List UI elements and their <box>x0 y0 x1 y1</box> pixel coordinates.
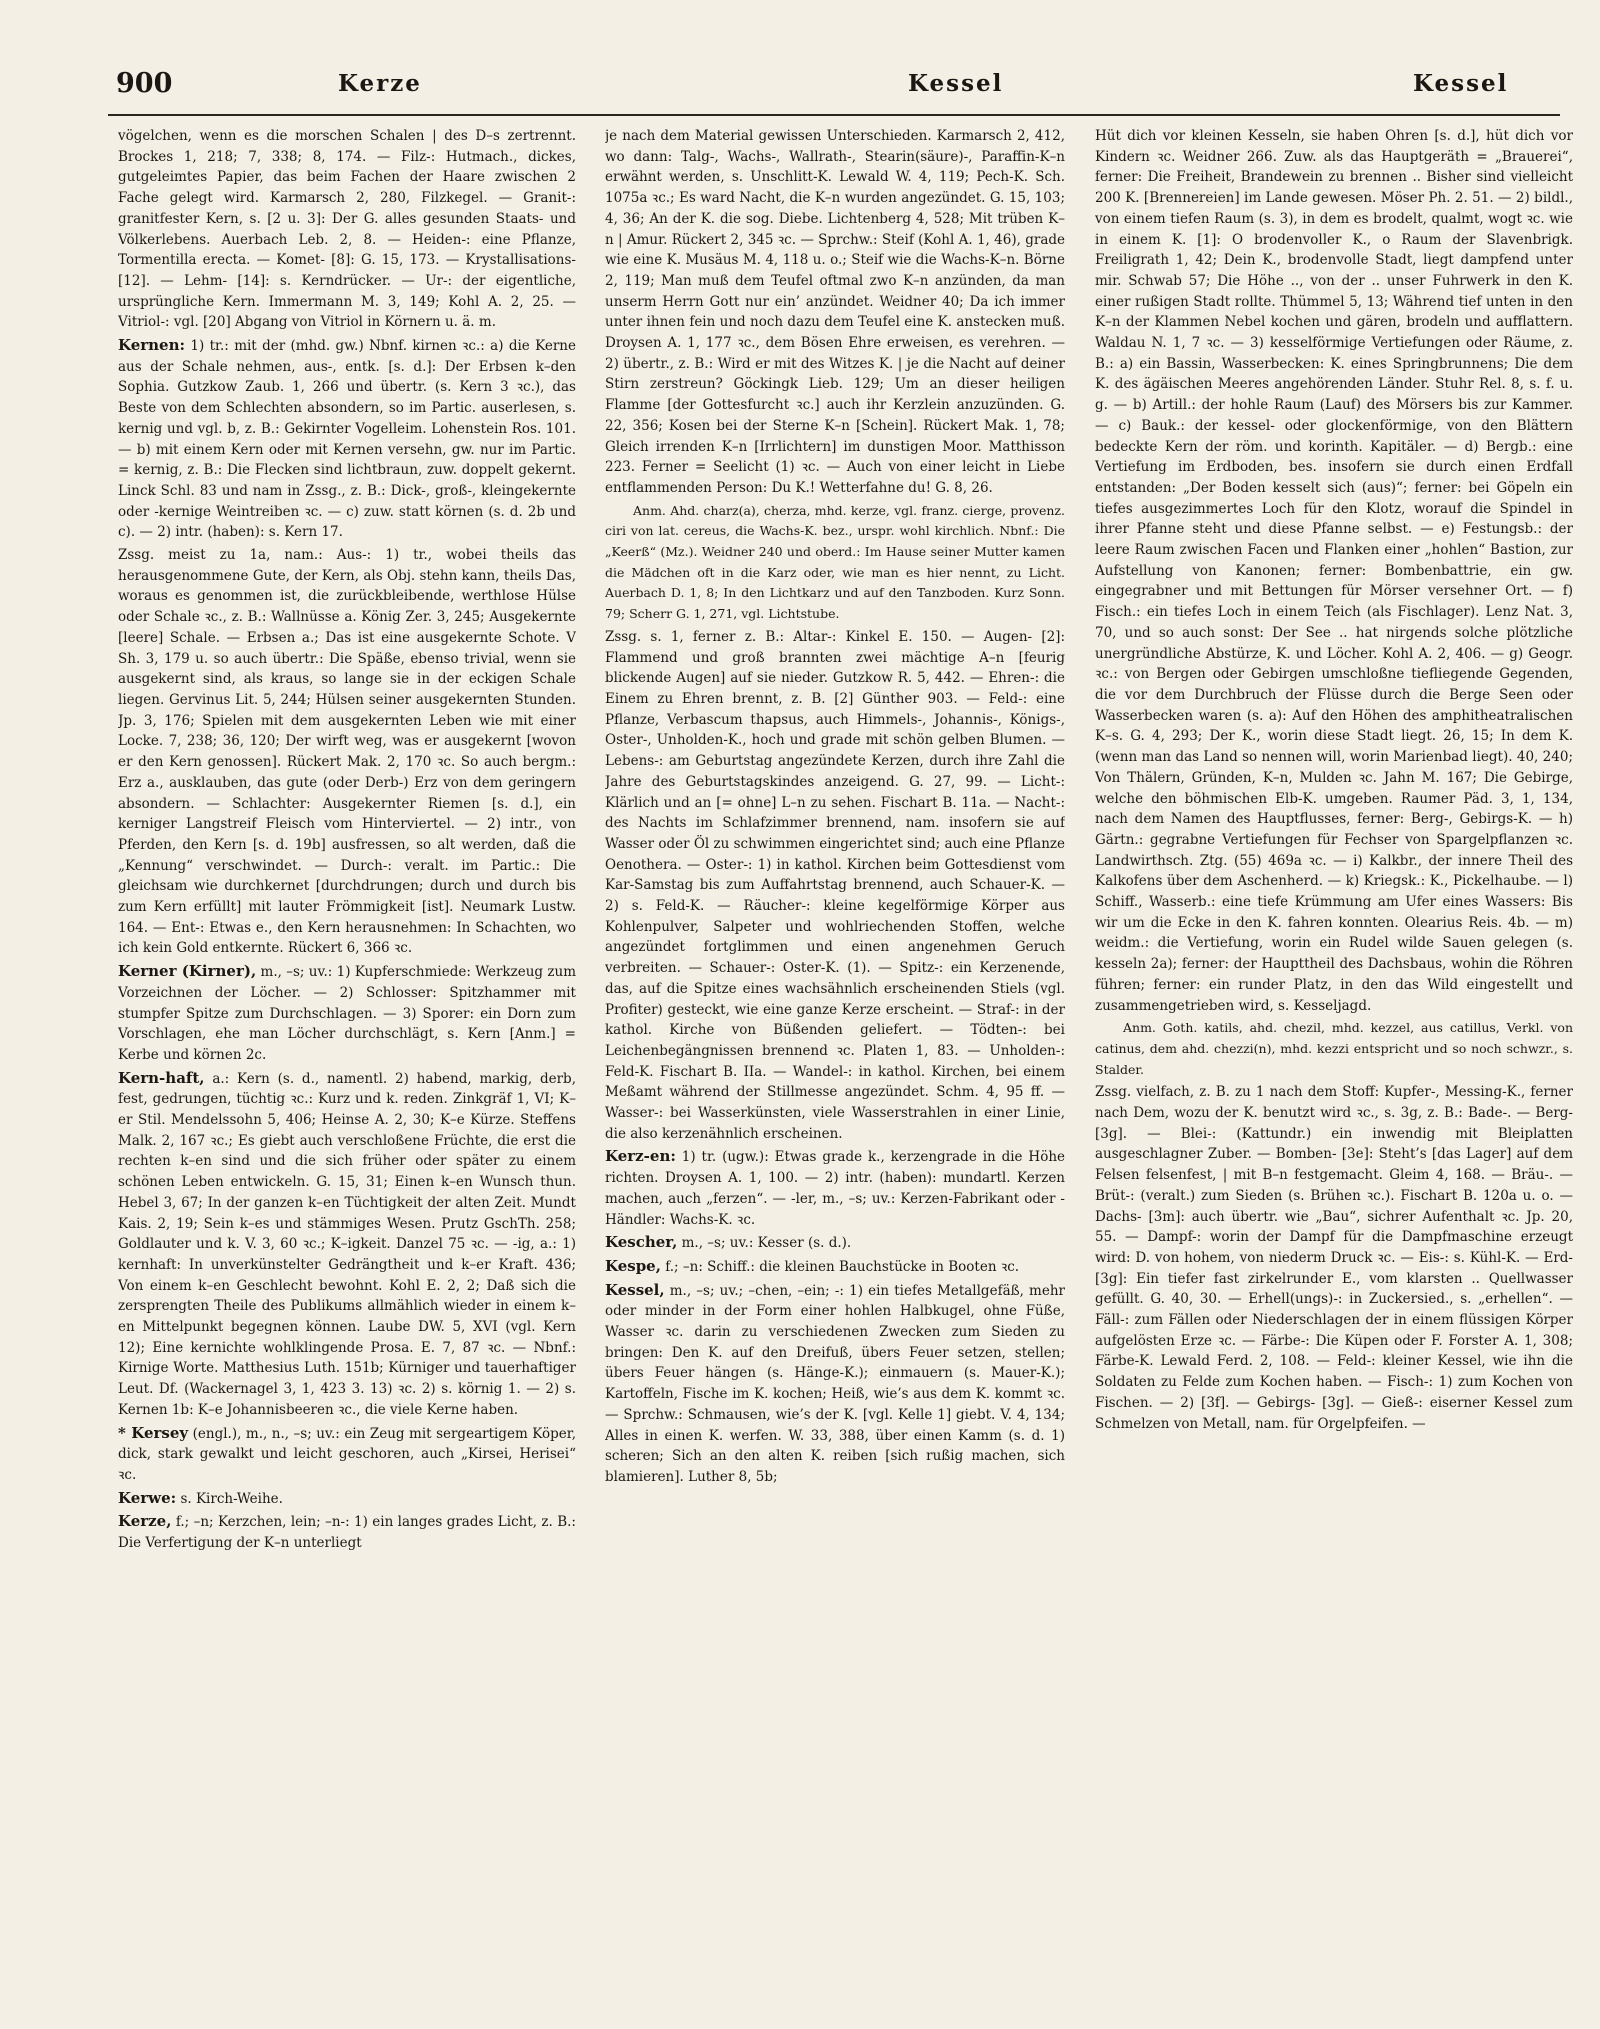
entry-text: a.: Kern (s. d., namentl. 2) habend, markig, derb, fest, gedrungen, tüchtig ꝛc.: Kurz und k. reden. Zinkgräf 1, VI; K–er Stil. Mendelssohn 5, 406; Heinse A. 2, 30; K–e Kürze. Steffens Malk. 2, 167 ꝛc.; Es giebt auch verschloßene Früchte, die erst die rechten k–en sind und die sich früher oder später zu einem schönen Leben entwickeln. G. 15, 31; Einen k–en Wunsch thun. Hebel 3, 67; In der ganzen k–en Tüchtigkeit der alten Zeit. Mundt Kais. 2, 19; Sein k–es und stämmiges Wesen. Prutz GschTh. 258; Goldlauter und k. V. 3, 60 ꝛc.; K–igkeit. Danzel 75 ꝛc. — -ig, a.: 1) kernhaft: In unverkünstelter Gedrängtheit und k–er Kraft. 436; Von einem k–en Geschlecht bewohnt. Kohl E. 2, 2; Daß sich die zersprengten Theile des Publikums allmählich wieder in einem k–en Mittelpunkt begegnen können. Laube DW. 5, XVI (vgl. Kern 12); Eine kernichte wohlklingende Prosa. E. 7, 87 ꝛc. — Nbnf.: Kirnige Worte. Matthesius Luth. 151b; Kürniger und tauerhaftiger Leut. Df. (Wackernagel 3, 1, 423 3. 13) ꝛc. 2) s. körnig 1. — 2) s. Kernen 1b: K–e Johannisbeeren ꝛc., die viele Kerne haben. <box>118 1070 576 1418</box>
column-1 <box>118 126 576 2006</box>
center-catchword: Kessel <box>908 70 1004 97</box>
entry-headword: Kessel, <box>605 1280 665 1299</box>
dictionary-entry <box>118 1488 576 1510</box>
annotation-paragraph <box>1095 1018 1573 1080</box>
entry-text: 1) tr. (ugw.): Etwas grade k., kerzengrade in die Höhe richten. Droysen A. 1, 100. — 2) intr. (haben): mundartl. Kerzen machen, auch „ferzen“. — -ler, m., –s; uv.: Kerzen-Fabrikant oder -Händler: Wachs-K. ꝛc. <box>605 1149 1065 1228</box>
entry-text: Hüt dich vor kleinen Kesseln, sie haben Ohren [s. d.], hüt dich vor Kindern ꝛc. Weidner 266. Zuw. als das Hauptgeräth = „Brauerei“, ferner: Die Freiheit, Brandewein zu brennen .. Bisher sind vielleicht 200 K. [Brennereien] im Lande gewesen. Möser Ph. 2. 51. — 2) bildl., von einem tiefen Raum (s. 3), in dem es brodelt, qualmt, wogt ꝛc. wie in einem K. [1]: O brodenvoller K., o Raum der Slavenbrigk. Freiligrath 1, 42; Dein K., brodenvolle Stadt, liegt dampfend unter mir. Schwab 57; Die Höhe .., von der .. unser Fuhrwerk in den K. einer rußigen Stadt rollte. Thümmel 5, 13; Während tief unten in den K–n der Klammen Nebel kochen und gären, brodeln und aufflattern. Waldau N. 1, 7 ꝛc. — 3) kesselförmige Vertiefungen oder Räume, z. B.: a) ein Bassin, Wasserbecken: K. eines Springbrunnens; Die dem K. des ägäischen Meeres angehörenden Länder. Stuhr Rel. 8, s. f. u. g. — b) Artill.: der hohle Raum (Lauf) des Mörsers bis zur Kammer. — c) Bauk.: der kessel- oder glockenförmige, von den Blättern bedeckte Kern der röm. und korinth. Kapitäler. — d) Bergb.: eine Vertiefung im Erdboden, bes. insofern sie durch einen Erdfall entstanden: „Der Boden kesselt sich (aus)“; ferner: bei Göpeln ein tiefes ausgezimmertes Loch für den Klotz, worauf die Spindel in ihrer Pfanne steht und diese Pfanne selbst. — e) Festungsb.: der leere Raum zwischen Facen und Flanken einer „hohlen“ Bastion, zur Aufstellung von Kanonen; ferner: Bombenbattrie, ein gw. eingegrabner und mit Bettungen für Mörser versehner Ort. — f) Fisch.: ein tiefes Loch in einem Teich (als Fischlager). Lenz Nat. 3, 70, und so auch sonst: Der See .. hat nirgends solche plötzliche unergründliche Abstürze, K. und Löcher. Kohl A. 2, 406. — g) Geogr. ꝛc.: von Bergen oder Gebirgen umschloßne tiefliegende Gegenden, die vor dem Durchbruch der Flüsse durch die Berge Seen oder Wasserbecken waren (s. a): Auf den Höhen des amphitheatralischen K–s. G. 4, 293; Der K., worin diese Stadt liegt. 26, 15; In dem K. (wenn man das Land so nennen will, worin Marienbad liegt). 40, 240; Von Thälern, Gründen, K–n, Mulden ꝛc. Jahn M. 167; Die Gebirge, welche den böhmischen Elb-K. umgeben. Raumer Päd. 3, 1, 134, nach dem Namen des Hauptflusses, ferner: Berg-, Gebirgs-K. — h) Gärtn.: gegrabne Vertiefungen für Fechser von Spargelpflanzen ꝛc. Landwirthsch. Ztg. (55) 469a ꝛc. — i) Kalkbr., der innere Theil des Kalkofens über dem Aschenherd. — k) Kriegsk.: K., Pickelhaube. — l) Schiff., Wasserb.: eine tiefe Krümmung am Ufer eines Wassers: Bis wir um die Ecke in den K. fahren konnten. Olearius Reis. 4b. — m) weidm.: die Vertiefung, worin ein Rudel wilde Sauen gelegen (s. kesseln 2a); ferner: der Haupttheil des Dachsbaus, wohin die Röhren führen; ferner: ein runder Platz, in den das Wild eingestellt und zusammengetrieben wird, s. Kesseljagd. <box>1095 128 1573 1014</box>
entry-continuation <box>118 545 576 959</box>
dictionary-entry <box>118 1423 576 1486</box>
column-3 <box>1095 126 1573 2006</box>
dictionary-entry <box>118 1068 576 1421</box>
dictionary-entry <box>118 335 576 543</box>
page-header <box>108 64 1560 116</box>
entry-headword: Kescher, <box>605 1233 678 1252</box>
entry-headword: Kerwe: <box>118 1488 177 1507</box>
entry-text: 1) tr.: mit der (mhd. gw.) Nbnf. kirnen ꝛc.: a) die Kerne aus der Schale nehmen, aus-, entk. [s. d.]: Der Erbsen k–den Sophia. Gutzkow Zaub. 1, 266 und übertr. (s. Kern 3 ꝛc.), das Beste von dem Schlechten absondern, so im Partic. auserlesen, s. kernig und vgl. b, z. B.: Gekirnter Vogelleim. Lohenstein Ros. 101. — b) mit einem Kern oder mit Kernen versehn, gw. nur im Partic. = kernig, z. B.: Die Flecken sind lichtbraun, zuw. doppelt gekernt. Linck Schl. 83 und nam in Zssg., z. B.: Dick-, groß-, kleingekernte oder -kernige Weintreiben ꝛc. — c) zuw. statt körnen (s. d. 2b und c). — 2) intr. (haben): s. Kern 17. <box>118 338 576 541</box>
entry-text: f.; –n; Kerzchen, lein; –n-: 1) ein langes grades Licht, z. B.: Die Verfertigung der K–n unterliegt <box>118 1514 576 1552</box>
left-catchword: Kerze <box>338 70 422 97</box>
entry-text: je nach dem Material gewissen Unterschieden. Karmarsch 2, 412, wo dann: Talg-, Wachs-, Wallrath-, Stearin(säure)-, Paraffin-K–n erwähnt werden, s. Unschlitt-K. Lewald W. 4, 119; Pech-K. Sch. 1075a ꝛc.; Es ward Nacht, die K–n wurden angezündet. G. 15, 103; 4, 36; An der K. die sog. Diebe. Lichtenberg 4, 528; Mit trüben K–n | Amur. Rückert 2, 345 ꝛc. — Sprchw.: Steif (Kohl A. 1, 46), grade wie eine K. Musäus M. 4, 118 u. o.; Steif wie die Wachs-K–n. Börne 2, 119; Man muß dem Teufel oftmal zwo K–n anzünden, da man unserm Herrn Gott nur ein’ anzündet. Weidner 40; Da ich immer unter ihnen fein und noch dazu dem Teufel eine K. anstecken muß. Droysen A. 1, 177 ꝛc., dem Bösen Ehre erweisen, es verehren. — 2) übertr., z. B.: Wird er mit des Witzes K. | je die Nacht auf deiner Stirn zerstreun? Göckingk Lieb. 129; Um an dieser heiligen Flamme [der Gottesfurcht ꝛc.] auch ihr Kerzlein anzuzünden. G. 22, 356; Kosen bei der Sterne K–n [Schein]. Rückert Mak. 1, 78; Gleich irrenden K–n [Irrlichtern] im dunstigen Moor. Matthisson 223. Ferner = Seelicht (1) ꝛc. — Auch von einer leicht in Liebe entflammenden Person: Du K.! Wetterfahne du! G. 8, 26. <box>605 128 1065 496</box>
annotation-paragraph <box>605 501 1065 625</box>
entry-headword: Kerz-en: <box>605 1147 676 1166</box>
entry-headword: Kespe, <box>605 1256 661 1275</box>
text-columns <box>118 126 1573 2006</box>
entry-text: Anm. Ahd. charz(a), cherza, mhd. kerze, vgl. franz. cierge, provenz. ciri von lat. cereus, die Wachs-K. bez., urspr. wohl kirchlich. Nbnf.: Die „Keerß“ (Mz.). Weidner 240 und oberd.: Im Hause seiner Mutter kamen die Mädchen oft in die Karz oder, wie man es hier nennt, zu Licht. Auerbach D. 1, 8; In den Lichtkarz und auf den Tanzboden. Kurz Sonn. 79; Scherr G. 1, 271, vgl. Lichtstube. <box>605 502 1065 622</box>
entry-text: vögelchen, wenn es die morschen Schalen | des D–s zertrennt. Brockes 1, 218; 7, 338; 8, 174. — Filz-: Hutmach., dickes, gutgeleimtes Papier, das beim Fachen der Haare zwischen 2 Fache gelegt wird. Karmarsch 2, 280, Filzkegel. — Granit-: granitfester Kern, s. [2 u. 3]: Der G. alles gesunden Staats- und Völkerlebens. Auerbach Leb. 2, 8. — Heiden-: eine Pflanze, Tormentilla erecta. — Komet- [8]: G. 15, 173. — Krystallisations- [12]. — Lehm- [14]: s. Kerndrücker. — Ur-: der eigentliche, ursprüngliche Kern. Immermann M. 3, 149; Kohl A. 2, 25. — Vitriol-: vgl. [20] Abgang von Vitriol in Körnern u. ä. m. <box>118 128 576 331</box>
entry-continuation <box>605 126 1065 499</box>
entry-text: (engl.), m., n., –s; uv.: ein Zeug mit sergeartigem Köper, dick, stark gewalkt und leicht geschoren, auch „Kirsei, Herisei“ ꝛc. <box>118 1425 576 1483</box>
dictionary-entry <box>605 1146 1065 1230</box>
entry-headword: Kerze, <box>118 1512 172 1531</box>
entry-text: Zssg. s. 1, ferner z. B.: Altar-: Kinkel E. 150. — Augen- [2]: Flammend und groß brannten zwei mächtige A–n [feurig blickende Augen] auf sie nieder. Gutzkow R. 5, 442. — Ehren-: die Einem zu Ehren brennt, z. B. [2] Günther 903. — Feld-: eine Pflanze, Verbascum thapsus, auch Himmels-, Johannis-, Königs-, Oster-, Unholden-K., hoch und grade mit schön gelben Blumen. — Lebens-: am Geburtstag angezündete Kerzen, durch ihre Zahl die Jahre des Geburtstagskindes anzeigend. G. 27, 99. — Licht-: Klärlich und an [= ohne] L–n zu sehen. Fischart B. 11a. — Nacht-: des Nachts im Schlafzimmer brennend, nam. insofern sie auf Wasser oder Öl zu schwimmen eingerichtet sind; auch eine Pflanze Oenothera. — Oster-: 1) in kathol. Kirchen beim Gottesdienst vom Kar-Samstag bis zum Auffahrtstag brennend, auch Schauer-K. — 2) s. Feld-K. — Räucher-: kleine kegelförmige Körper aus Kohlenpulver, Salpeter und wohlriechenden Stoffen, welche angezündet fortglimmen und einen angenehmen Geruch verbreiten. — Schauer-: Oster-K. (1). — Spitz-: ein Kerzenende, das, auf die Spitze eines wachsähnlich erscheinenden Stiels (vgl. Profiter) gesteckt, wie eine ganze Kerze erscheint. — Straf-: in der kathol. Kirche von Büßenden geliefert. — Tödten-: bei Leichenbegängnissen brennend ꝛc. Platen 1, 83. — Unholden-: Feld-K. Fischart B. IIa. — Wandel-: in kathol. Kirchen, bei einem Meßamt während der Stillmesse angezündet. Schm. 4, 95 ff. — Wasser-: bei Wasserkünsten, viele Wasserstrahlen in einer Linie, die also kerzenähnlich erscheinen. <box>605 628 1065 1142</box>
page-number: 900 <box>116 68 173 99</box>
column-2 <box>605 126 1065 2006</box>
dictionary-entry <box>118 1511 576 1553</box>
entry-text: Anm. Goth. katils, ahd. chezil, mhd. kezzel, aus catillus, Verkl. von catinus, dem ahd. chezzi(n), mhd. kezzi entspricht und so noch schwzr., s. Stalder. <box>1095 1020 1573 1077</box>
entry-continuation <box>118 126 576 333</box>
right-catchword: Kessel <box>1413 70 1509 97</box>
entry-text: Zssg. meist zu 1a, nam.: Aus-: 1) tr., wobei theils das herausgenommene Gute, der Kern, als Obj. stehn kann, theils Das, woraus es genommen ist, die zurückbleibende, werthlose Hülse oder Schale ꝛc., z. B.: Wallnüsse a. König Zer. 3, 245; Ausgekernte [leere] Schale. — Erbsen a.; Das ist eine ausgekernte Schote. V Sh. 3, 179 u. so auch übertr.: Die Späße, ebenso trivial, wenn sie ausgekernt sind, als kraus, so lange sie in der eckigen Schale liegen. Gervinus Lit. 5, 244; Hülsen seiner ausgekernten Stunden. Jp. 3, 176; Spielen mit dem ausgekernten Leben wie mit einer Locke. 7, 238; 36, 120; Der wirft weg, was er ausgekernt [wovon er den Kern genossen]. Rückert Mak. 2, 170 ꝛc. So auch bergm.: Erz a., ausklauben, das gute (oder Derb-) Erz von dem geringern absondern. — Schlachter: Ausgekernter Riemen [s. d.], ein kerniger Langstreif Fleisch vom Hinterviertel. — 2) intr., von Pferden, den Kern [s. d. 19b] ausfressen, so alt werden, daß die „Kennung“ verschwindet. — Durch-: veralt. im Partic.: Die gleichsam wie durchkernet [durchdrungen; durch und durch bis zum Kern erfüllt] mit lauter Frömmigkeit [ist]. Neumark Lustw. 164. — Ent-: Etwas e., den Kern herausnehmen: In Schachten, wo ich kein Gold entkernte. Rückert 6, 366 ꝛc. <box>118 547 576 957</box>
entry-text: m., –s; uv.; –chen, –ein; -: 1) ein tiefes Metallgefäß, mehr oder minder in der Form einer hohlen Halbkugel, ohne Füße, Wasser ꝛc. darin zu verschiedenen Zwecken zum Sieden zu bringen: Den K. auf den Dreifuß, übers Feuer setzen, stellen; übers Feuer hängen (s. Hänge-K.); einmauern (s. Mauer-K.); Kartoffeln, Fische im K. kochen; Heiß, wie’s aus dem K. kommt ꝛc. — Sprchw.: Schmausen, wie’s der K. [vgl. Kelle 1] giebt. V. 4, 134; Alles in einen K. werfen. W. 33, 388, über einen Kamm (s. d. 1) scheren; Sich an den alten K. reiben [sich rußig machen, sich blamieren]. Luther 8, 5b; <box>605 1282 1065 1485</box>
dictionary-entry <box>118 961 576 1066</box>
entry-text: s. Kirch-Weihe. <box>180 1490 283 1507</box>
entry-headword: * Kersey <box>118 1423 189 1442</box>
entry-text: f.; –n: Schiff.: die kleinen Bauchstücke in Booten ꝛc. <box>665 1258 1020 1275</box>
dictionary-entry <box>605 1256 1065 1278</box>
dictionary-entry <box>605 1280 1065 1488</box>
entry-continuation <box>1095 1082 1573 1434</box>
entry-text: Zssg. vielfach, z. B. zu 1 nach dem Stoff: Kupfer-, Messing-K., ferner nach Dem, wozu der K. benutzt wird ꝛc., s. 3g, z. B.: Bade-. — Berg- [3g]. — Blei-: (Kattundr.) ein inwendig mit Bleiplatten ausgeschlagner Zuber. — Bomben- [3e]: Steht’s [das Lager] auf dem Felsen felsenfest, | mit B–n festgemacht. Gleim 4, 168. — Bräu-. — Brüt-: (veralt.) zum Sieden (s. Brühen ꝛc.). Fischart B. 120a u. o. — Dachs- [3m]: auch übertr. wie „Bau“, sichrer Aufenthalt ꝛc. Jp. 20, 55. — Dampf-: worin der Dampf für die Dampfmaschine erzeugt wird: D. von hohem, von niederm Druck ꝛc. — Eis-: s. Kühl-K. — Erd- [3g]: Ein tiefer fast zirkelrunder E., vom klarsten .. Quellwasser gefüllt. G. 40, 30. — Erhell(ungs)-: in Zuckersied., s. „erhellen“. — Fäll-: zum Fällen oder Niederschlagen der in einem flüssigen Körper aufgelösten Erze ꝛc. — Färbe-: Die Küpen oder F. Forster A. 1, 308; Färbe-K. Lewald Ferd. 2, 108. — Feld-: kleiner Kessel, wie ihn die Soldaten zu Felde zum Kochen haben. — Fisch-: 1) zum Kochen von Fischen. — 2) [3f]. — Gebirgs- [3g]. — Gieß-: eiserner Kessel zum Schmelzen von Metall, nam. für Orgelpfeifen. — <box>1095 1084 1573 1432</box>
entry-headword: Kernen: <box>118 336 186 355</box>
entry-headword: Kerner (Kirner), <box>118 962 257 981</box>
entry-text: m., –s; uv.: Kesser (s. d.). <box>681 1235 852 1252</box>
dictionary-entry <box>605 1232 1065 1254</box>
entry-continuation <box>1095 126 1573 1016</box>
entry-text: m., –s; uv.: 1) Kupferschmiede: Werkzeug zum Vorzeichnen der Löcher. — 2) Schlosser: Spitzhammer mit stumpfer Spitze zum Durchschlagen. — 3) Sporer: ein Dorn zum Vorschlagen, ehe man Löcher durchschlägt, s. Kern [Anm.] = Kerbe und körnen 2c. <box>118 964 576 1063</box>
entry-continuation <box>605 627 1065 1145</box>
entry-headword: Kern-haft, <box>118 1068 205 1087</box>
